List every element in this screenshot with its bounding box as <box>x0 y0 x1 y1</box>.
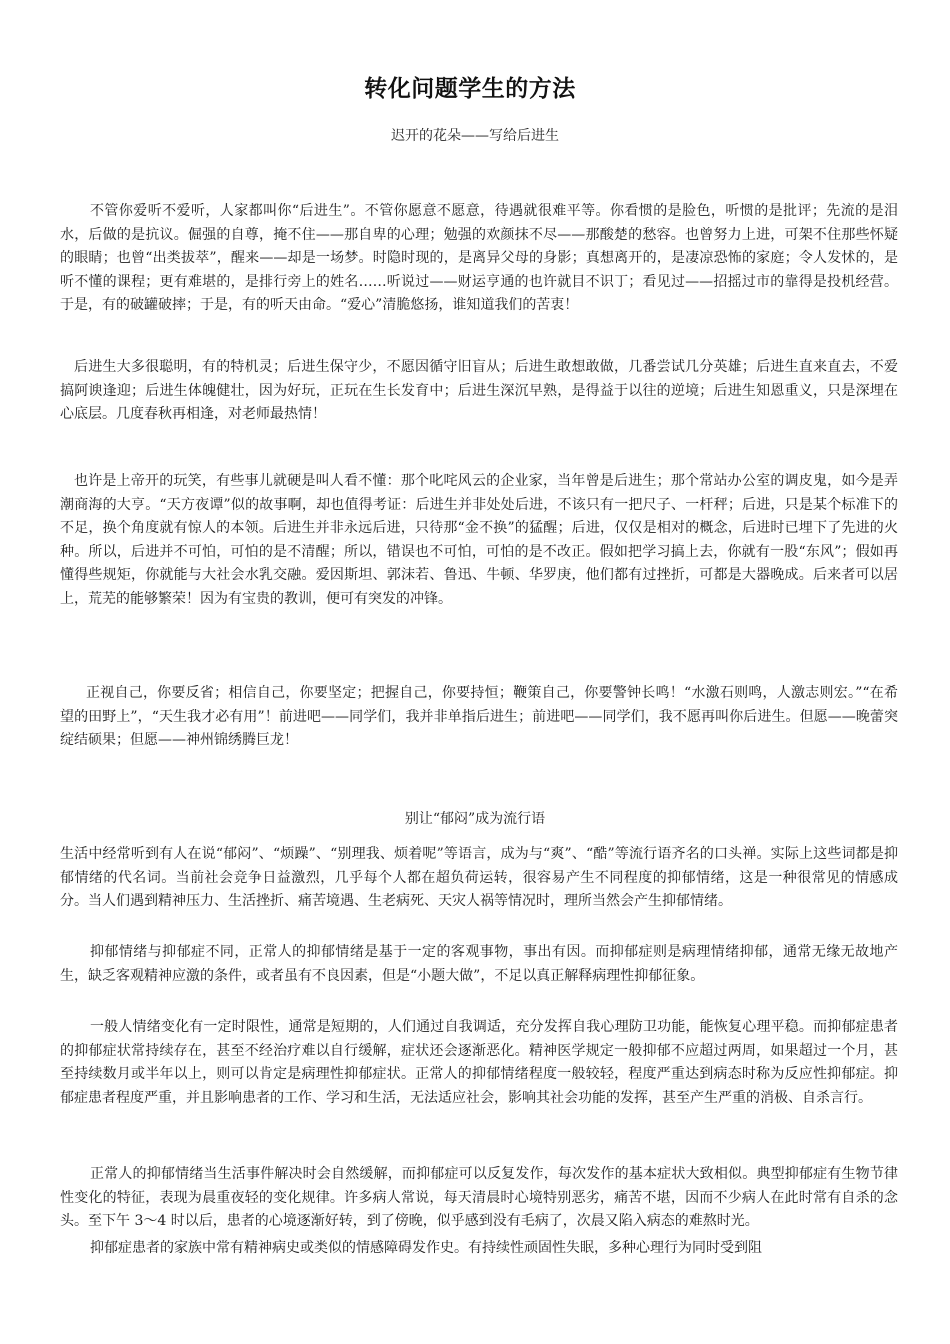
document-title: 转化问题学生的方法 <box>364 76 576 102</box>
paragraph: 后进生大多很聪明，有的特机灵；后进生保守少，不愿因循守旧盲从；后进生敢想敢做，几番尝试几分英雄；后进生直来直去，不爱搞阿谀逢迎；后进生体魄健壮，因为好玩，正玩在生长发育中；后进生深沉早熟，是得益于以往的逆境；后进生知恩重义，只是深埋在心底层。几度春秋再相逢，对老师最热情！ <box>60 359 898 422</box>
paragraph: 生活中经常听到有人在说“郁闷”、“烦躁”、“别理我、烦着呢”等语言，成为与“爽”、“酷”等流行语齐名的口头禅。实际上这些词都是抑郁情绪的代名词。当前社会竞争日益激烈，几乎每个人都在超负荷运转，很容易产生不同程度的抑郁情绪，这是一种很常见的情感成分。当人们遇到精神压力、生活挫折、痛苦境遇、生老病死、天灾人祸等情况时，理所当然会产生抑郁情绪。 <box>60 846 898 909</box>
section-heading-late-bloomers: 迟开的花朵——写给后进生 <box>391 128 559 144</box>
paragraph: 一般人情绪变化有一定时限性，通常是短期的，人们通过自我调适，充分发挥自我心理防卫功能，能恢复心理平稳。而抑郁症患者的抑郁症状常持续存在，甚至不经治疗难以自行缓解，症状还会逐渐恶化。精神医学规定一般抑郁不应超过两周，如果超过一个月，甚至持续数月或半年以上，则可以肯定是病理性抑郁症状。正常人的抑郁情绪程度一般较轻，程度严重达到病态时称为反应性抑郁症。抑郁症患者程度严重，并且影响患者的工作、学习和生活，无法适应社会，影响其社会功能的发挥，甚至产生严重的消极、自杀言行。 <box>60 1019 898 1106</box>
paragraph: 不管你爱听不爱听，人家都叫你“后进生”。不管你愿意不愿意，待遇就很难平等。你看惯的是脸色，听惯的是批评；先流的是泪水，后做的是抗议。倔强的自尊，掩不住——那自卑的心理；勉强的欢颜抹不尽——那酸楚的愁容。也曾努力上进，可架不住那些怀疑的眼睛；也曾“出类拔萃”，醒来——却是一场梦。时隐时现的，是离异父母的身影；真想离开的，是凄凉恐怖的家庭；令人发怵的，是听不懂的课程；更有难堪的，是排行旁上的姓名……听说过——财运亨通的也许就目不识丁；看见过——招摇过市的靠得是投机经营。于是，有的破罐破摔；于是，有的听天由命。“爱心”清脆悠扬，谁知道我们的苦衷！ <box>60 203 898 313</box>
paragraph: 抑郁症患者的家族中常有精神病史或类似的情感障碍发作史。有持续性顽固性失眠，多种心理行为同时受到阻 <box>90 1240 762 1256</box>
paragraph: 正常人的抑郁情绪当生活事件解决时会自然缓解，而抑郁症可以反复发作，每次发作的基本症状大致相似。典型抑郁症有生物节律性变化的特征，表现为晨重夜轻的变化规律。许多病人常说，每天清晨时心境特别恶劣，痛苦不堪，因而不少病人在此时常有自杀的念头。至下午 3～4 时以后，患者的心境逐渐好转，到了傍晚，似乎感到没有毛病了，次晨又陷入病态的难熬时光。 <box>60 1166 898 1229</box>
section-heading-depression: 别让“郁闷”成为流行语 <box>404 811 546 827</box>
paragraph: 抑郁情绪与抑郁症不同，正常人的抑郁情绪是基于一定的客观事物，事出有因。而抑郁症则是病理情绪抑郁，通常无缘无故地产生，缺乏客观精神应激的条件，或者虽有不良因素，但是“小题大做”，不足以真正解释病理性抑郁征象。 <box>60 944 898 984</box>
paragraph: 也许是上帝开的玩笑，有些事儿就硬是叫人看不懂：那个叱咤风云的企业家，当年曾是后进生；那个常站办公室的调皮鬼，如今是弄潮商海的大亨。“天方夜谭”似的故事啊，却也值得考证：后进生并非处处后进，不该只有一把尺子、一杆秤；后进，只是某个标准下的不足，换个角度就有惊人的本领。后进生并非永远后进，只待那“金不换”的猛醒；后进，仅仅是相对的概念，后进时已埋下了先进的火种。所以，后进并不可怕，可怕的是不清醒；所以，错误也不可怕，可怕的是不改正。假如把学习搞上去，你就有一股“东风”；假如再懂得些规矩，你就能与大社会水乳交融。爱因斯坦、郭沫若、鲁迅、牛顿、华罗庚，他们都有过挫折，可都是大器晚成。后来者可以居上，荒芜的能够繁荣！因为有宝贵的教训，便可有突发的冲锋。 <box>60 473 898 607</box>
paragraph: 正视自己，你要反省；相信自己，你要坚定；把握自己，你要持恒；鞭策自己，你要警钟长鸣！“水激石则鸣，人激志则宏。”“在希望的田野上”，“天生我才必有用”！前进吧——同学们，我并非单指后进生；前进吧——同学们，我不愿再叫你后进生。但愿——晚蕾突绽结硕果；但愿——神州锦绣腾巨龙！ <box>60 685 898 748</box>
